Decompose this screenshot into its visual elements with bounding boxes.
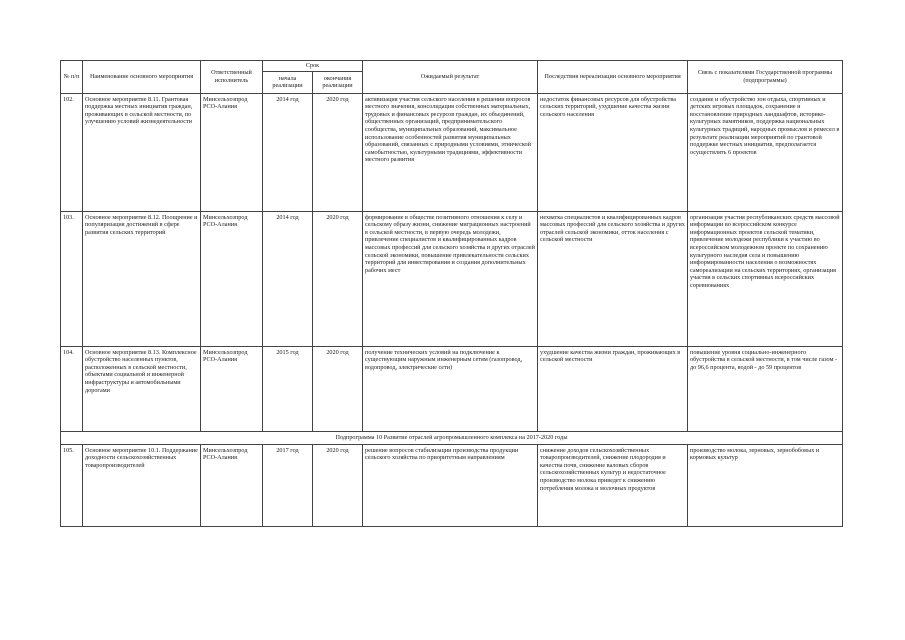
row-resp: Минсельхозпрод РСО-Алания xyxy=(201,93,263,211)
row-name: Основное мероприятие 8.13. Комплексное обустройство населенных пунктов, расположенных в сельской местности, объектами социальной и инженерной инфраструктуры и автомобильными дорогами xyxy=(83,346,201,431)
row-num: 105. xyxy=(61,444,83,526)
document-page xyxy=(60,60,842,527)
row-consequences: недостаток финансовых ресурсов для обустройства сельских территорий, ухудшение качества жизни сельского населения xyxy=(538,93,688,211)
row-consequences: ухудшение качества жизни граждан, проживающих в сельской местности xyxy=(538,346,688,431)
row-start: 2014 год xyxy=(263,93,313,211)
col-end-header: окончания реализации xyxy=(313,71,363,93)
row-link: создание и обустройство зон отдыха, спортивных и детских игровых площадок, сохранение и восстановление природных ландшафтов, историко-культурных памятников, поддержка национальных культурных традиций, народных промыслов и ремесел в результате реализации мероприятий по грантовой поддержке местных инициатив, предполагается осуществлять 6 проектов xyxy=(688,93,843,211)
program-table xyxy=(60,60,843,527)
table-row xyxy=(61,211,843,346)
row-result: получение технических условий на подключение к существующим наружным инженерным сетям (газопровод, водопровод, электрические сети) xyxy=(363,346,538,431)
table-row xyxy=(61,444,843,526)
row-resp: Минсельхозпрод РСО-Алания xyxy=(201,444,263,526)
row-num: 103. xyxy=(61,211,83,346)
row-link: организация участия республиканских средств массовой информации во всероссийском конкурсе информационных проектов сельской тематики, привлечение молодежи республики к участию во всероссийском молодежном проекте по сохранению культурного наследия села и повышению информированности населения о возможностях самореализации на сельских территориях, организация участия в сельских спортивных всероссийских соревнованиях xyxy=(688,211,843,346)
row-name: Основное мероприятие 8.12. Поощрение и популяризация достижений в сфере развития сельских территорий xyxy=(83,211,201,346)
col-name-header: Наименование основного мероприятия xyxy=(83,61,201,94)
row-start: 2014 год xyxy=(263,211,313,346)
table-row xyxy=(61,93,843,211)
col-link-header: Связь с показателями Государственной программы (подпрограммы) xyxy=(688,61,843,94)
subprogram-title: Подпрограмма 10 Развитие отраслей агропромышленного комплекса на 2017-2020 годы xyxy=(61,431,843,444)
row-resp: Минсельхозпрод РСО-Алания xyxy=(201,346,263,431)
row-num: 102. xyxy=(61,93,83,211)
table-row xyxy=(61,346,843,431)
row-start: 2015 год xyxy=(263,346,313,431)
row-result: формирование в обществе позитивного отношения к селу и сельскому образу жизни, снижение миграционных настроений в сельской местности, в первую очередь молодежи, привлечение специалистов и квалифицированных кадров массовых профессий для сельского хозяйства и других отраслей сельской экономики, повышение привлекательности сельских территорий для инвестирования и создания дополнительных рабочих мест xyxy=(363,211,538,346)
row-name: Основное мероприятие 8.11. Грантовая поддержка местных инициатив граждан, проживающих в сельской местности, по улучшению условий жизнедеятельности xyxy=(83,93,201,211)
row-num: 104. xyxy=(61,346,83,431)
row-end: 2020 год xyxy=(313,211,363,346)
row-start: 2017 год xyxy=(263,444,313,526)
row-result: решение вопросов стабилизации производства продукции сельского хозяйства по приоритетным направлениям xyxy=(363,444,538,526)
col-resp-header: Ответственный исполнитель xyxy=(201,61,263,94)
subprogram-row xyxy=(61,431,843,444)
row-link: повышение уровня социально-инженерного обустройства в сельской местности, в том числе газом - до 96,6 процента, водой - до 59 процентов xyxy=(688,346,843,431)
col-term-header: Срок xyxy=(263,61,363,72)
row-result: активизация участия сельского населения в решении вопросов местного значения, консолидация собственных материальных, трудовых и финансовых ресурсов граждан, их объединений, общественных организаций, предпринимательского сообщества, муниципальных образований, максимальное использование особенностей развития муниципальных образований, связанных с природными условиями, этнической самобытностью, культурными традициями, эффективности местного развития xyxy=(363,93,538,211)
col-consequences-header: Последствия нереализации основного мероприятия xyxy=(538,61,688,94)
row-end: 2020 год xyxy=(313,93,363,211)
row-end: 2020 год xyxy=(313,444,363,526)
row-resp: Минсельхозпрод РСО-Алания xyxy=(201,211,263,346)
row-consequences: нехватка специалистов и квалифицированных кадров массовых профессий для сельского хозяйства и других отраслей сельской экономики, отток населения с сельской местности xyxy=(538,211,688,346)
col-start-header: начала реализации xyxy=(263,71,313,93)
row-name: Основное мероприятие 10.1. Поддержание доходности сельскохозяйственных товаропроизводителей xyxy=(83,444,201,526)
row-end: 2020 год xyxy=(313,346,363,431)
row-link: производство молока, зерновых, зернобобовых и кормовых культур xyxy=(688,444,843,526)
col-result-header: Ожидаемый результат xyxy=(363,61,538,94)
row-consequences: снижение доходов сельскохозяйственных товаропроизводителей, снижение плодородия и качества почв, снижение валовых сборов сельскохозяйственных культур и недостаточное производство молока приведет к снижению потребления молока и молочных продуктов xyxy=(538,444,688,526)
col-num-header: № п/п xyxy=(61,61,83,94)
